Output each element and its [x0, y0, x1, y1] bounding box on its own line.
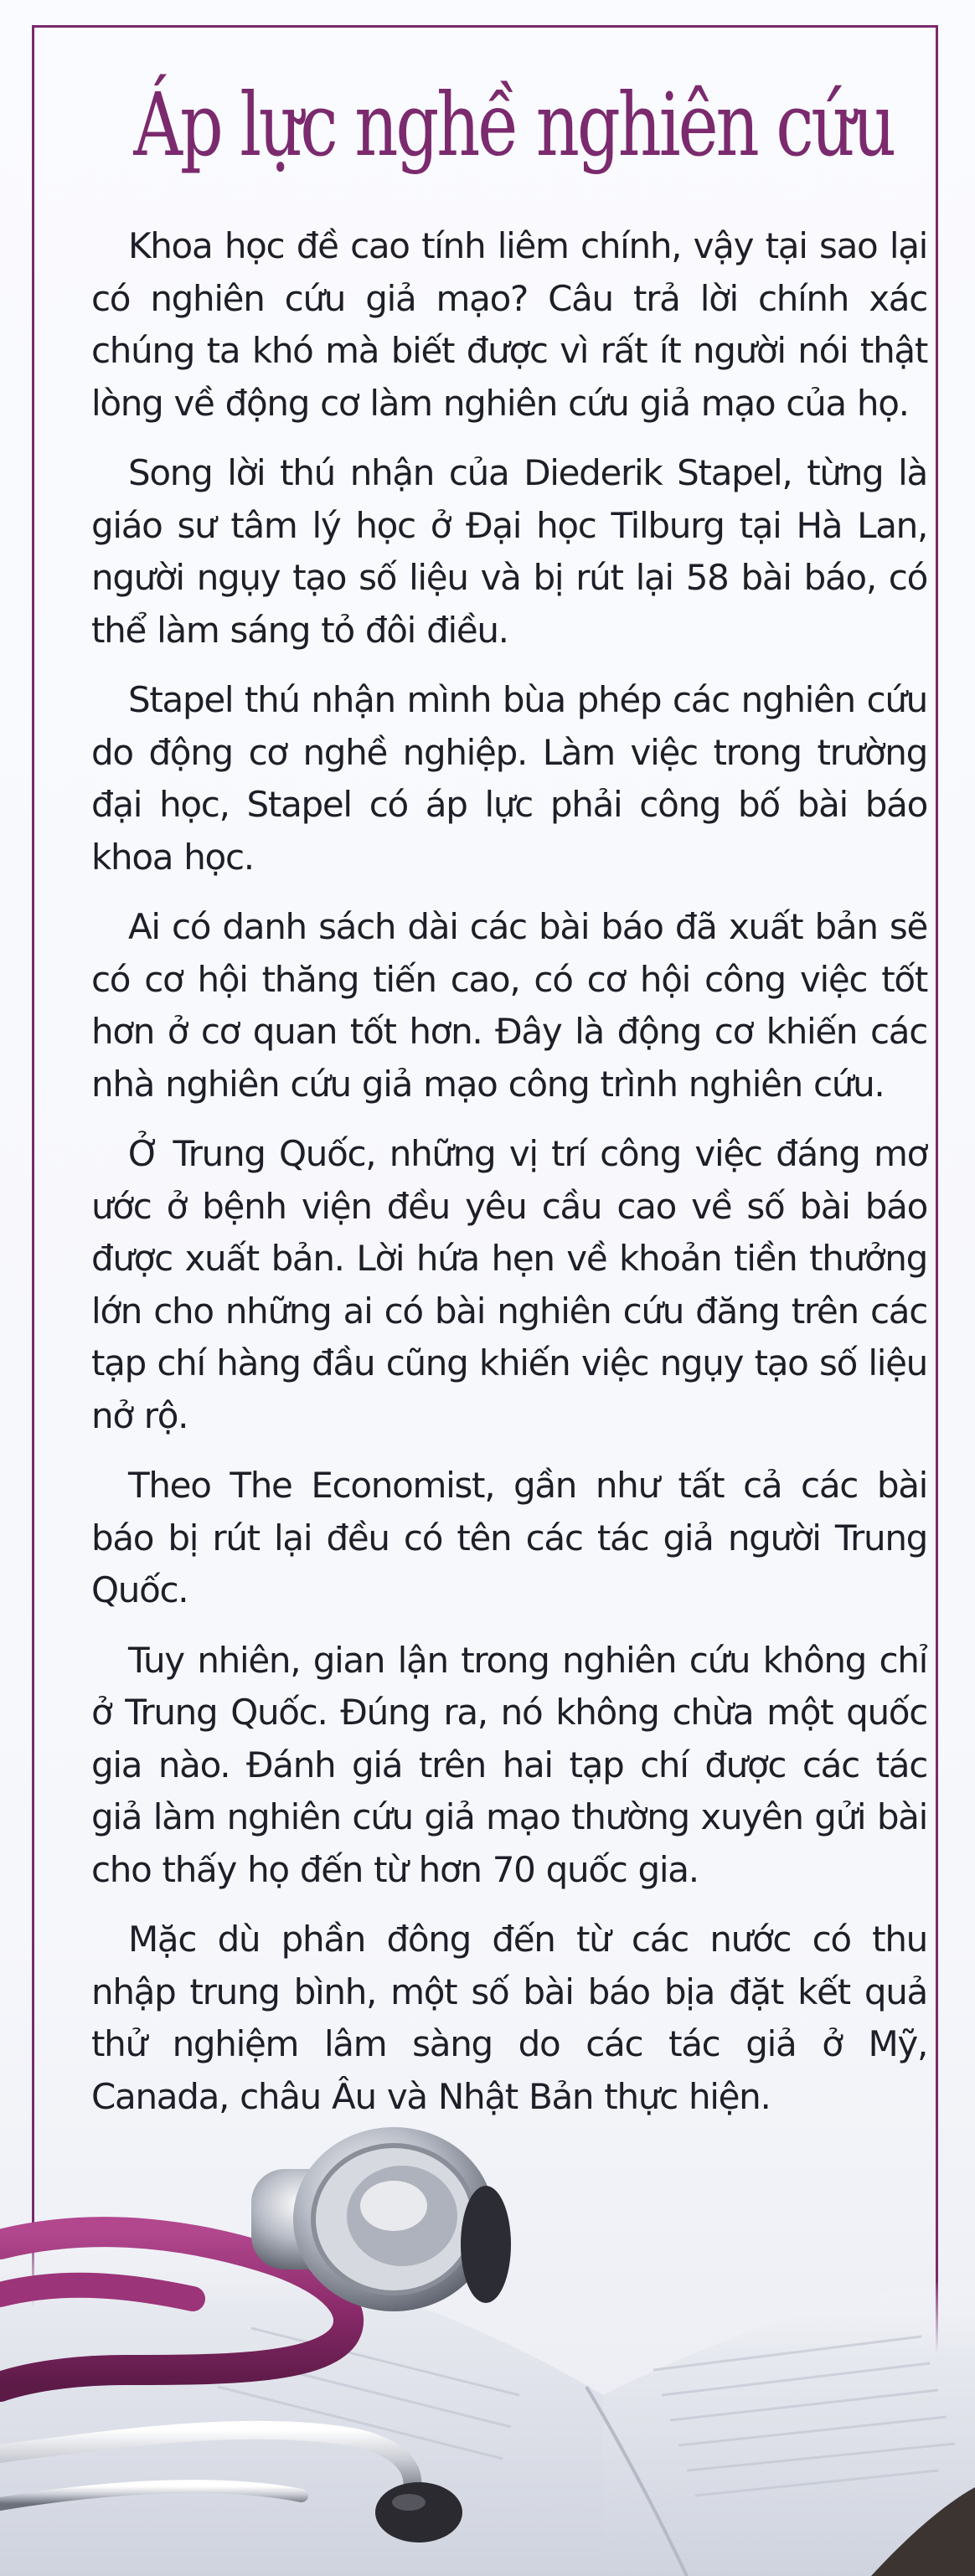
article-title: Áp lực nghề nghiên cứu	[133, 74, 894, 176]
paragraph: Ai có danh sách dài các bài báo đã xuất bản sẽ có cơ hội thăng tiến cao, có cơ hội công việc tốt hơn ở cơ quan tốt hơn. Đây là động cơ khiến các nhà nghiên cứu giả mạo công trình nghiên cứu.	[91, 906, 927, 1105]
paragraph: Ở Trung Quốc, những vị trí công việc đáng mơ ước ở bệnh viện đều yêu cầu cao về số bài báo được xuất bản. Lời hứa hẹn về khoản tiền thưởng lớn cho những ai có bài nghiên cứu đăng trên các tạp chí hàng đầu cũng khiến việc ngụy tạo số liệu nở rộ.	[91, 1133, 927, 1436]
paragraph: Khoa học đề cao tính liêm chính, vậy tại sao lại có nghiên cứu giả mạo? Câu trả lời chính xác chúng ta khó mà biết được vì rất ít người nói thật lòng về động cơ làm nghiên cứu giả mạo của họ.	[91, 225, 927, 424]
paragraph: Stapel thú nhận mình bùa phép các nghiên cứu do động cơ nghề nghiệp. Làm việc trong trường đại học, Stapel có áp lực phải công bố bài báo khoa học.	[91, 679, 927, 878]
stethoscope-book-illustration	[0, 2119, 975, 2576]
paragraph: Tuy nhiên, gian lận trong nghiên cứu không chỉ ở Trung Quốc. Đúng ra, nó không chừa một quốc gia nào. Đánh giá trên hai tạp chí được các tác giả làm nghiên cứu giả mạo thường xuyên gửi bài cho thấy họ đến từ hơn 70 quốc gia.	[91, 1639, 927, 1890]
ear-tip	[375, 2482, 462, 2543]
paragraph: Theo The Economist, gần như tất cả các bài báo bị rút lại đều có tên các tác giả người Trung Quốc.	[91, 1465, 927, 1610]
paragraph: Mặc dù phần đông đến từ các nước có thu nhập trung bình, một số bài báo bịa đặt kết quả thử nghiệm lâm sàng do các tác giả ở Mỹ, Canada, châu Âu và Nhật Bản thực hiện.	[91, 1919, 927, 2117]
paragraph: Song lời thú nhận của Diederik Stapel, từng là giáo sư tâm lý học ở Đại học Tilburg tại Hà Lan, người ngụy tạo số liệu và bị rút lại 58 bài báo, có thể làm sáng tỏ đôi điều.	[91, 452, 927, 651]
article-body	[91, 220, 927, 2141]
